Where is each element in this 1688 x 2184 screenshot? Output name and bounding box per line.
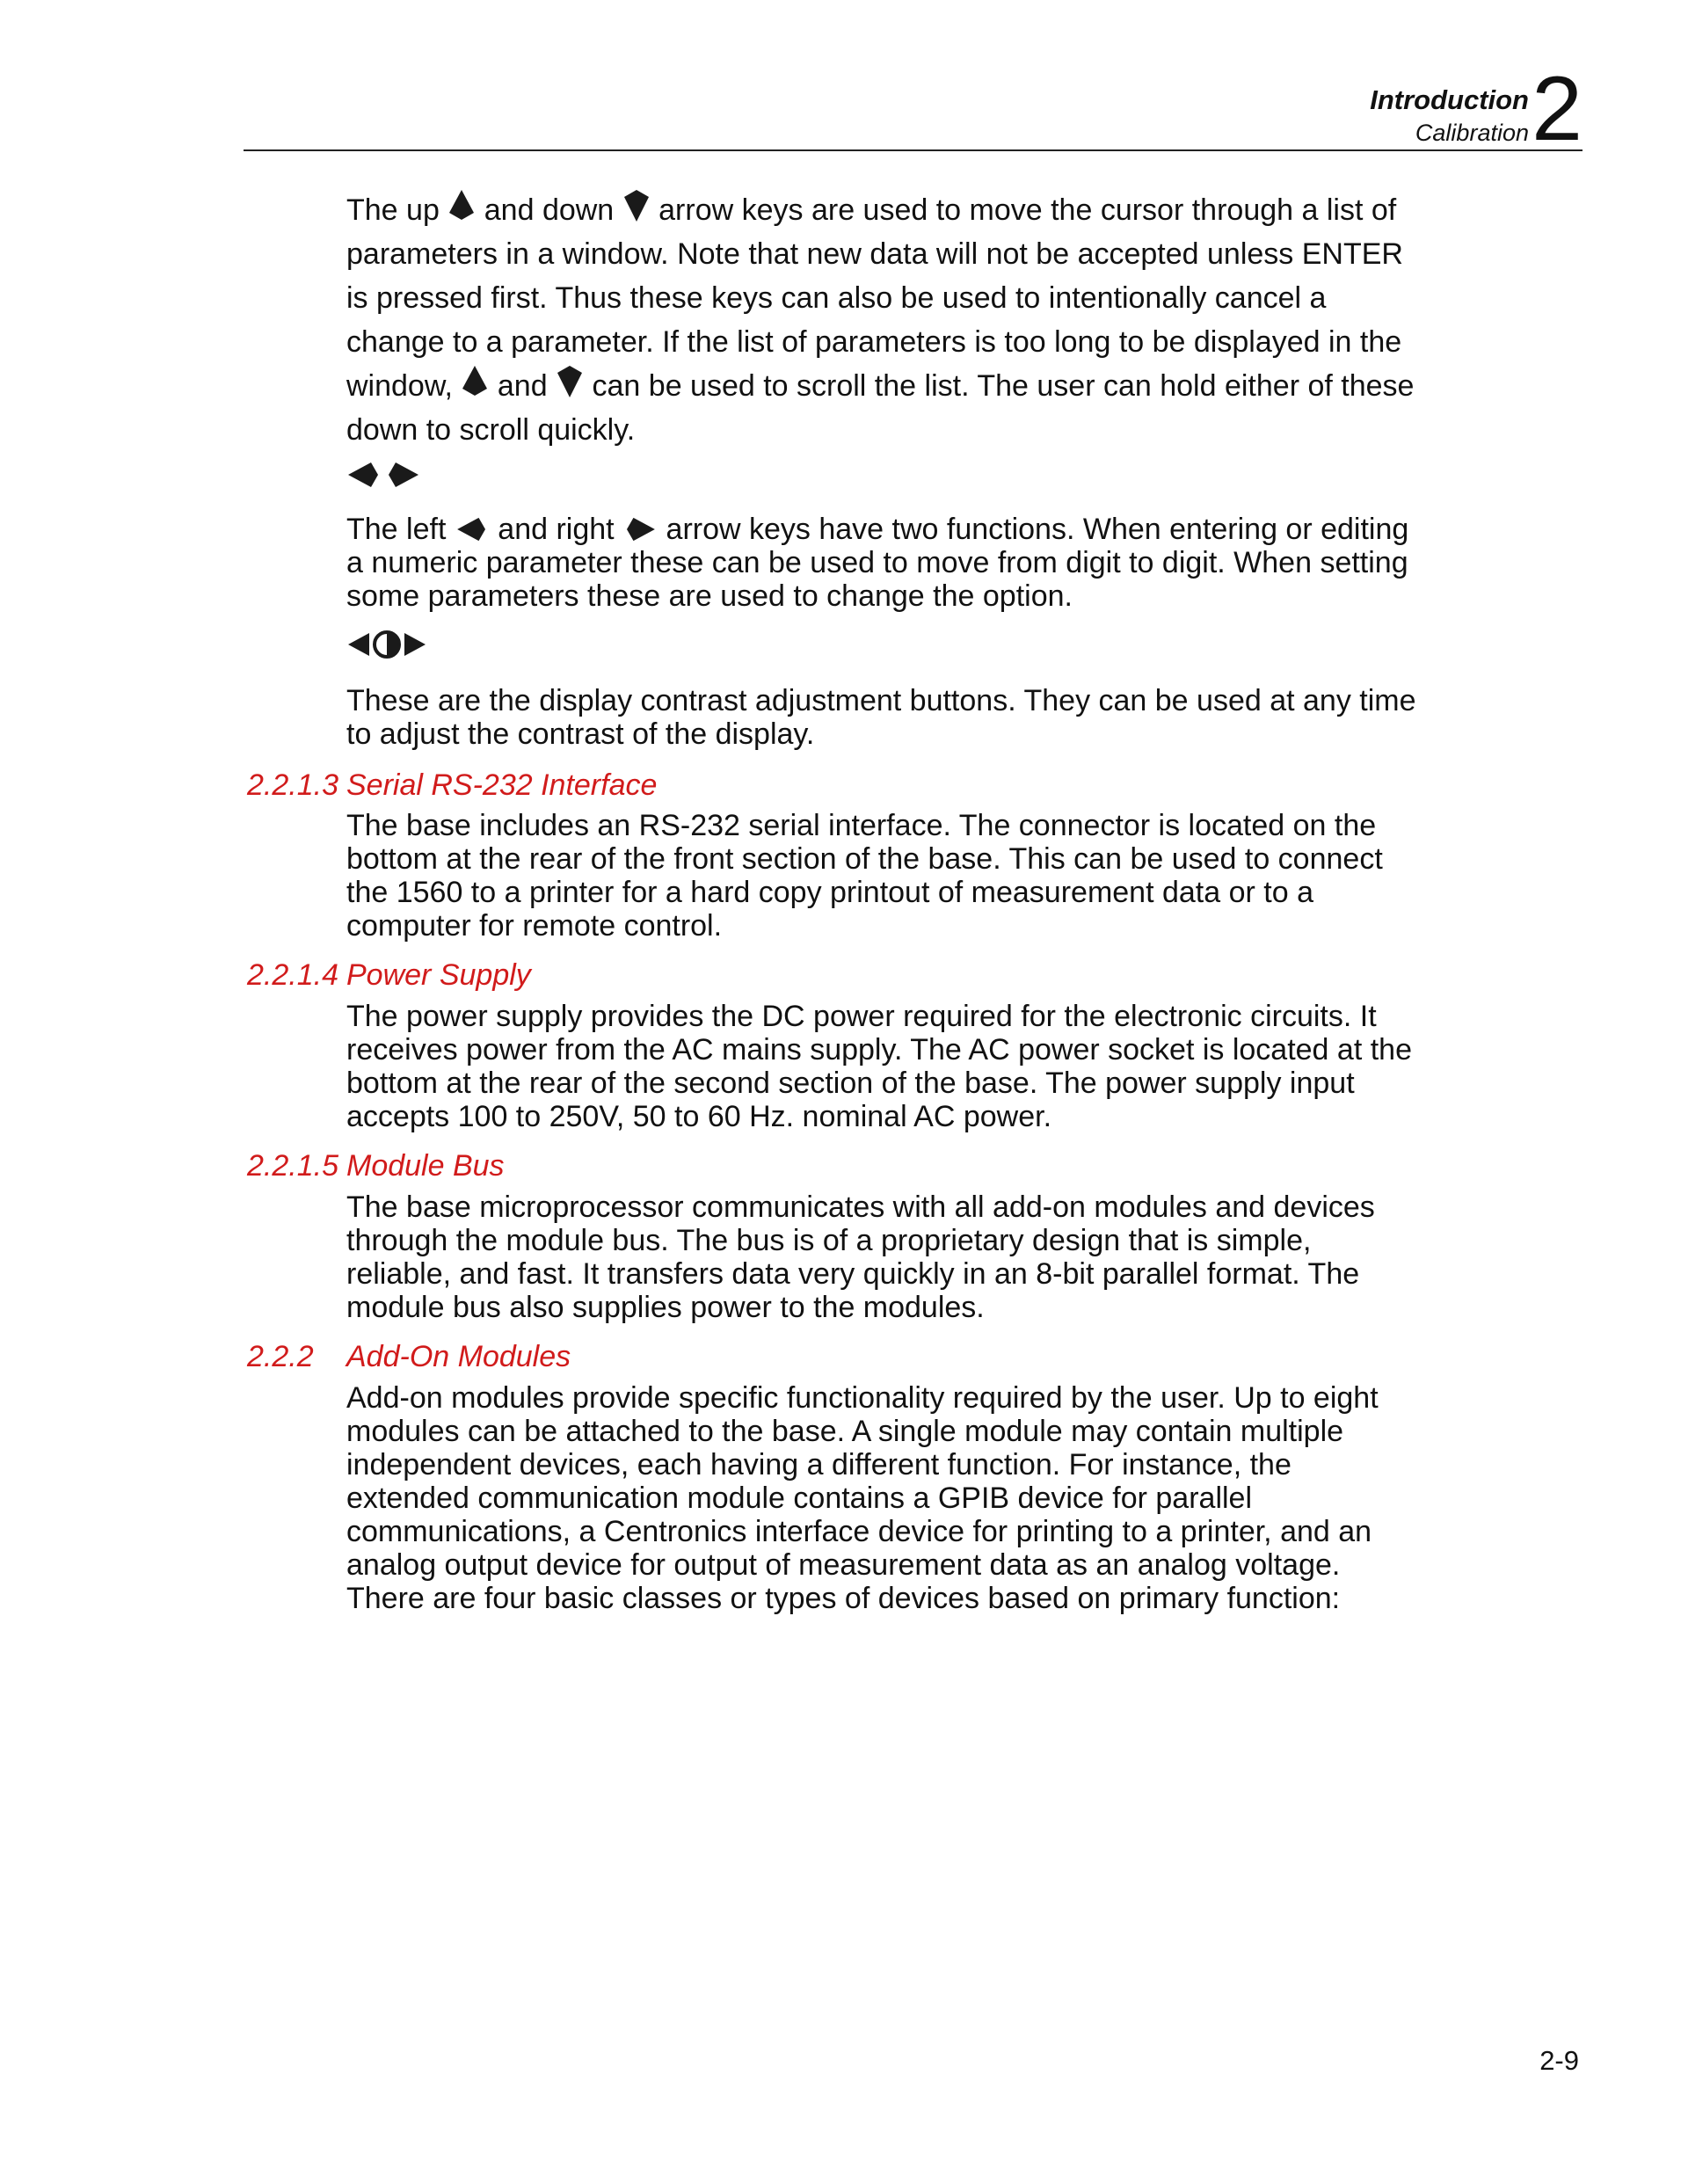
down-arrow-key-icon [556,364,584,399]
contrast-buttons-icon [346,630,427,659]
lr-keys-paragraph [346,513,1459,613]
left-right-keys-glyphs [346,461,420,490]
section-number: 2.2.1.3 [247,768,338,802]
text-line: analog output device for output of measurement data as an analog voltage. [346,1548,1341,1582]
left-arrow-key-icon [455,516,490,542]
text-line: through the module bus. The bus is of a proprietary design that is simple, [346,1224,1312,1257]
section-body [346,1190,1459,1324]
down-arrow-key-icon [622,188,651,223]
text-line: module bus also supplies power to the modules. [346,1291,985,1324]
header-rule [244,149,1582,151]
text-segment: window, [346,369,453,403]
right-arrow-key-icon [622,516,658,542]
text-line: bottom at the rear of the front section of the base. This can be used to connect [346,842,1383,876]
text-line: computer for remote control. [346,909,723,943]
section-number: 2.2.1.4 [247,958,338,992]
header-chapter-number: 2 [1532,58,1582,160]
text-line: some parameters these are used to change the option. [346,579,1073,613]
text-segment: can be used to scroll the list. The user can hold either of these [592,369,1415,403]
text-line: modules can be attached to the base. A single module may contain multiple [346,1415,1344,1448]
header-section-title: Calibration [1415,120,1529,146]
text-line: change to a parameter. If the list of parameters is too long to be displayed in the [346,325,1402,359]
text-segment: The up [346,193,440,227]
up-arrow-key-icon [461,364,489,399]
text-line: independent devices, each having a different function. For instance, the [346,1448,1291,1481]
text-segment: and [497,369,548,403]
text-line: reliable, and fast. It transfers data very quickly in an 8-bit parallel format. The [346,1257,1360,1291]
section-heading [247,768,658,802]
section-body [346,1381,1459,1615]
text-line: These are the display contrast adjustment buttons. They can be used at any time [346,684,1416,717]
section-title: Serial RS-232 Interface [346,768,658,802]
text-line: a numeric parameter these can be used to move from digit to digit. When setting [346,546,1408,579]
section-body [346,1000,1459,1133]
text-line: to adjust the contrast of the display. [346,717,815,751]
up-arrow-key-icon [447,188,476,223]
contrast-buttons-glyphs [346,630,427,660]
text-segment: and right [498,513,615,546]
text-line: parameters in a window. Note that new data will not be accepted unless ENTER [346,237,1403,271]
text-line: The base includes an RS-232 serial interface. The connector is located on the [346,809,1377,842]
text-segment: arrow keys are used to move the cursor through a list of [658,193,1397,227]
left-arrow-key-icon [346,461,382,489]
text-line: The power supply provides the DC power required for the electronic circuits. It [346,1000,1377,1033]
section-heading [247,958,531,992]
text-line: bottom at the rear of the second section of the base. The power supply input [346,1067,1355,1100]
right-arrow-key-icon [385,461,420,489]
section-title: Add-On Modules [346,1340,571,1373]
text-line: Add-on modules provide specific functionality required by the user. Up to eight [346,1381,1379,1415]
text-line: The base microprocessor communicates with all add-on modules and devices [346,1190,1375,1224]
section-heading [247,1149,505,1183]
text-line: receives power from the AC mains supply. The AC power socket is located at the [346,1033,1412,1067]
text-segment: The left [346,513,447,546]
arrow-keys-paragraph [346,188,1459,452]
text-line: extended communication module contains a GPIB device for parallel [346,1481,1253,1515]
text-segment: and down [484,193,615,227]
text-line: the 1560 to a printer for a hard copy printout of measurement data or to a [346,876,1313,909]
section-title: Module Bus [346,1149,505,1183]
page-number: 2-9 [1539,2045,1579,2076]
text-segment: arrow keys have two functions. When entering or editing [666,513,1409,546]
section-heading [247,1340,571,1373]
text-line: There are four basic classes or types of devices based on primary function: [346,1582,1341,1615]
text-line: communications, a Centronics interface device for printing to a printer, and an [346,1515,1372,1548]
contrast-paragraph [346,684,1459,751]
section-number: 2.2.2 [247,1340,314,1373]
section-title: Power Supply [346,958,531,992]
text-line: accepts 100 to 250V, 50 to 60 Hz. nominal AC power. [346,1100,1052,1133]
text-line: is pressed first. Thus these keys can also be used to intentionally cancel a [346,281,1327,315]
section-number: 2.2.1.5 [247,1149,338,1183]
header-chapter-title: Introduction [1370,84,1529,115]
section-body [346,809,1459,943]
text-line: down to scroll quickly. [346,413,636,447]
